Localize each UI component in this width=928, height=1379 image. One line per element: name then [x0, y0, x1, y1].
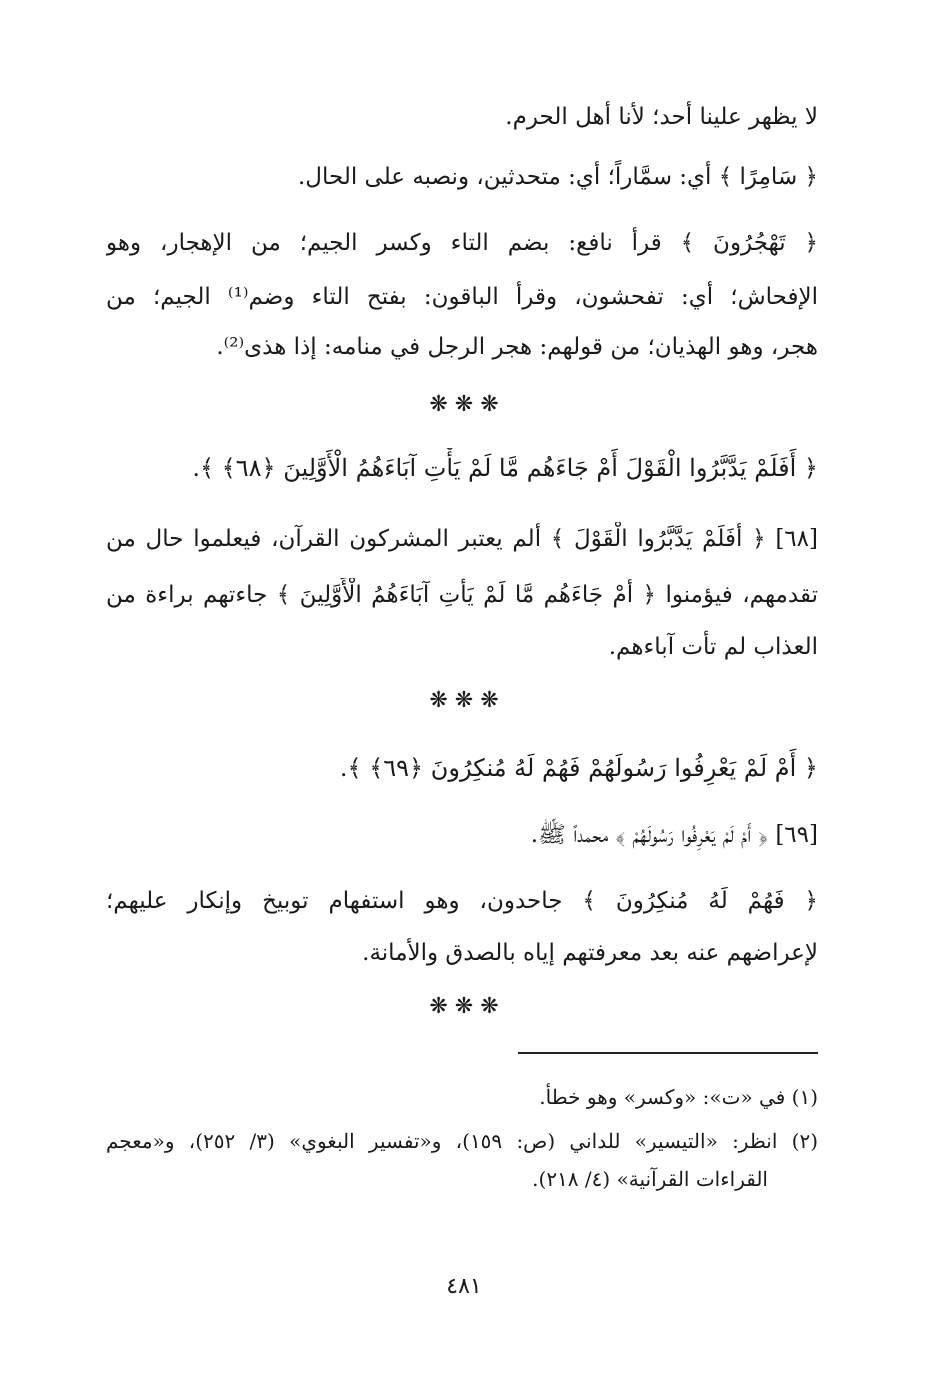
text-line: هجر، وهو الهذيان؛ من قولهم: هجر الرجل في منامه: إذا هذى⁽²⁾.: [216, 334, 818, 360]
section-separator: ❋ ❋ ❋: [429, 688, 499, 713]
footnote-divider: [518, 1052, 818, 1054]
footnote: (١) في «ت»: «وكسر» وهو خطأ.: [539, 1085, 818, 1109]
footnote: القراءات القرآنية» (٤/ ٢١٨).: [532, 1167, 768, 1191]
text-line: العذاب لم تأت آباءهم.: [608, 634, 818, 660]
quran-verse: ﴿ أَمْ لَمْ يَعْرِفُوا رَسُولَهُمْ فَهُمْ لَهُ مُنكِرُونَ ﴿٦٩﴾ ﴾.: [339, 754, 818, 782]
text-line: [٦٨] ﴿ أَفَلَمْ يَدَّبَّرُوا الْقَوْلَ ﴾ ألم يعتبر المشركون القرآن، فيعلموا حال من: [106, 526, 818, 552]
text-line: تقدمهم، فيؤمنوا ﴿ أَمْ جَاءَهُم مَّا لَمْ يَأْتِ آبَاءَهُمُ الْأَوَّلِينَ ﴾ جاءتهم براءة من: [106, 582, 818, 608]
text-line: لإعراضهم عنه بعد معرفتهم إياه بالصدق والأمانة.: [362, 940, 818, 966]
text-line: ﴿ فَهُمْ لَهُ مُنكِرُونَ ﴾ جاحدون، وهو استفهام توبيخ وإنكار عليهم؛: [106, 888, 818, 914]
footnote: (٢) انظر: «التيسير» للداني (ص: ١٥٩)، و«تفسير البغوي» (٣/ ٢٥٢)، و«معجم: [106, 1129, 818, 1153]
section-separator: ❋ ❋ ❋: [429, 994, 499, 1019]
text-line: الإفحاش؛ أي: تفحشون، وقرأ الباقون: بفتح التاء وضم⁽¹⁾ الجيم؛ من: [106, 284, 818, 310]
section-separator: ❋ ❋ ❋: [429, 392, 499, 417]
quran-verse: ﴿ أَفَلَمْ يَدَّبَّرُوا الْقَوْلَ أَمْ جَاءَهُم مَّا لَمْ يَأْتِ آبَاءَهُمُ الْأَوَّلِينَ ﴿٦٨﴾ ﴾.: [192, 454, 818, 482]
page-number: ٤٨١: [446, 1274, 482, 1299]
text-line: [٦٩] ﴿ أَمْ لَمْ يَعْرِفُوا رَسُولَهُمْ ﴾ محمداً ﷺ.: [530, 822, 818, 848]
text-line: لا يظهر علينا أحد؛ لأنا أهل الحرم.: [505, 104, 818, 130]
text-line: ﴿ سَامِرًا ﴾ أي: سمَّاراً؛ أي: متحدثين، ونصبه على الحال.: [297, 164, 818, 190]
text-line: ﴿ تَهْجُرُونَ ﴾ قرأ نافع: بضم التاء وكسر الجيم؛ من الإهجار، وهو: [106, 230, 818, 256]
